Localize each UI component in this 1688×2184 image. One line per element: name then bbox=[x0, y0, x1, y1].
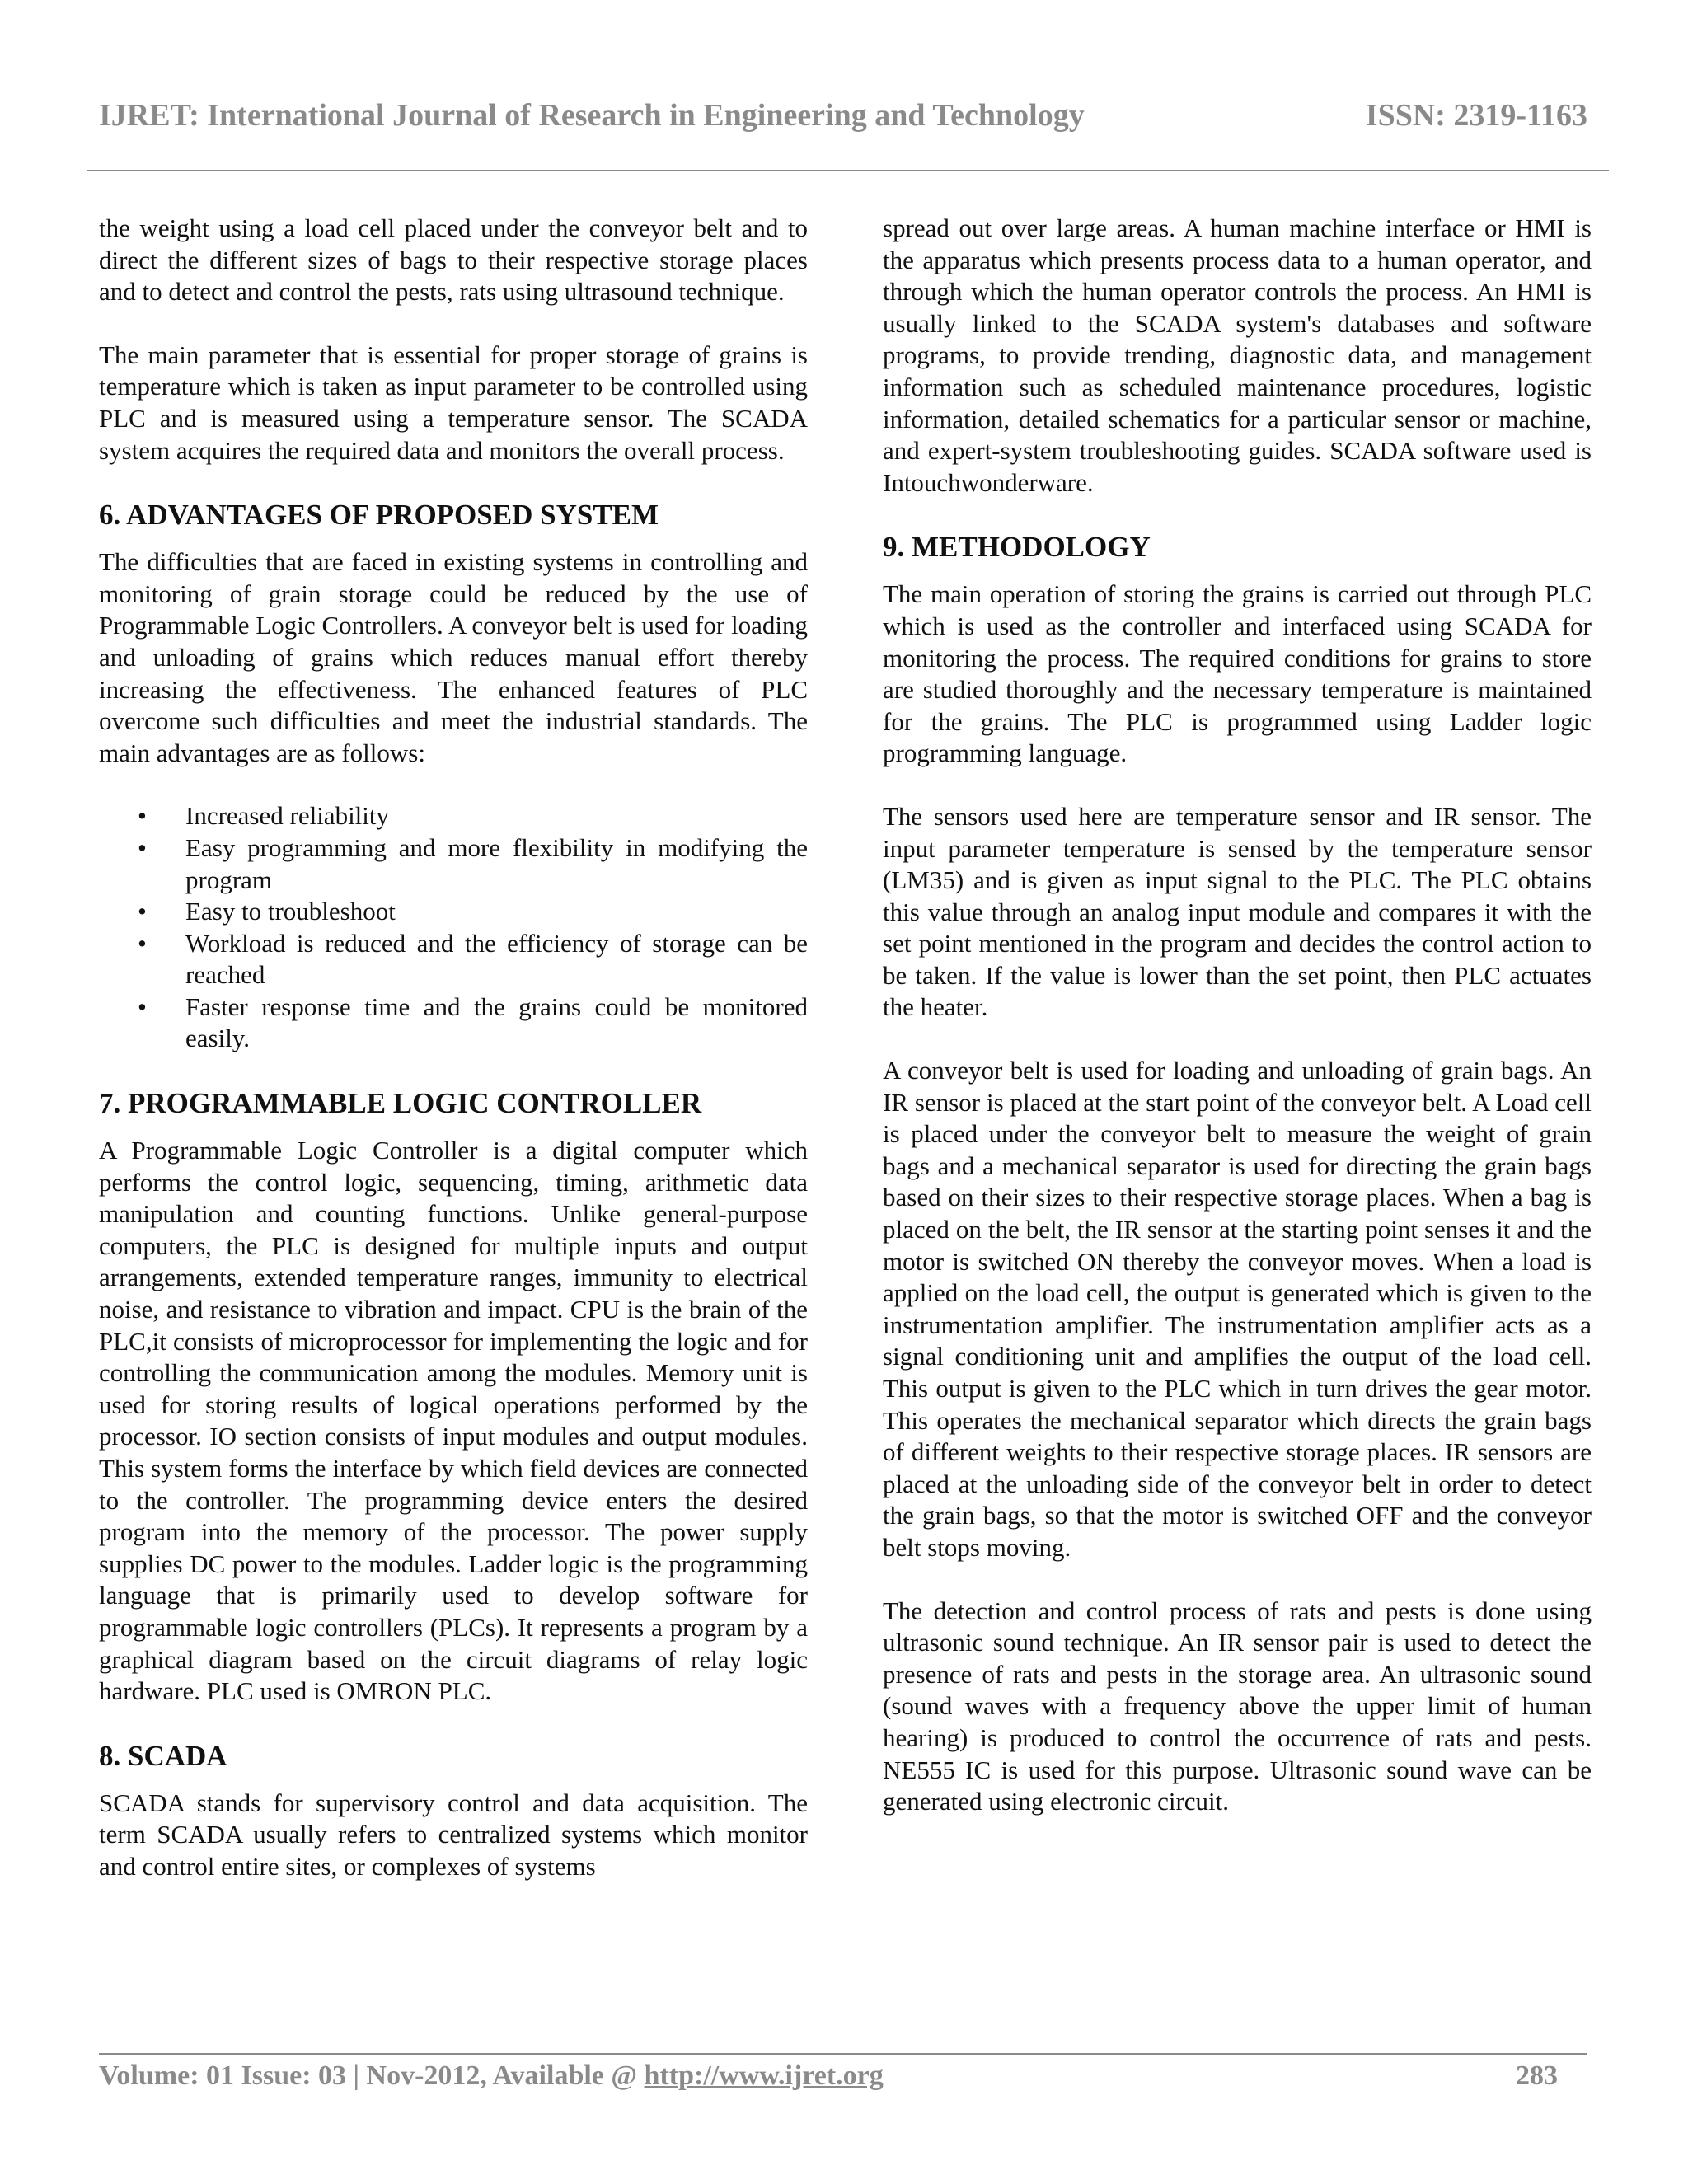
paragraph: spread out over large areas. A human machine interface or HMI is the apparatus which presents process data to a human operator, and through which the human operator controls the process. An HMI is usually linked to the SCADA system's databases and software programs, to provide trending, diagnostic data, and management information such as scheduled maintenance procedures, logistic information, detailed schematics for a particular sensor or machine, and expert-system troubleshooting guides. SCADA software used is Intouchwonderware. bbox=[883, 213, 1592, 497]
section-heading-7: 7. PROGRAMMABLE LOGIC CONTROLLER bbox=[99, 1087, 702, 1120]
list-item bbox=[138, 832, 808, 896]
list-item bbox=[138, 991, 808, 1055]
journal-link[interactable]: http://www.ijret.org bbox=[644, 2060, 884, 2091]
paragraph: The main operation of storing the grains is carried out through PLC which is used as the controller and interfaced using SCADA for monitoring the process. The required conditions for grains to store are studied thoroughly and the necessary temperature is maintained for the grains. The PLC is programmed using Ladder logic programming language. bbox=[883, 579, 1592, 768]
running-footer bbox=[99, 2060, 1587, 2100]
bullet-icon: • bbox=[138, 801, 147, 831]
list-item-text: Easy to troubleshoot bbox=[185, 897, 396, 926]
list-item-text: Faster response time and the grains could be monitored easily. bbox=[185, 991, 808, 1053]
list-item bbox=[138, 896, 808, 928]
paragraph: The difficulties that are faced in existing systems in controlling and monitoring of grain storage could be reduced by the use of Programmable Logic Controllers. A conveyor belt is used for loading and unloading of grains which reduces manual effort thereby increasing the effectiveness. The enhanced features of PLC overcome such difficulties and meet the industrial standards. The main advantages are as follows: bbox=[99, 547, 808, 767]
right-column bbox=[883, 213, 1592, 1818]
paragraph: The detection and control process of rats and pests is done using ultrasonic sound technique. An IR sensor pair is used to detect the presence of rats and pests in the storage area. An ultrasonic sound (sound waves with a frequency above the upper limit of human hearing) is produced to control the occurrence of rats and pests. NE555 IC is used for this purpose. Ultrasonic sound wave can be generated using electronic circuit. bbox=[883, 1596, 1592, 1816]
volume-text: Volume: 01 Issue: 03 | Nov-2012, Available @ bbox=[99, 2060, 645, 2091]
journal-title: IJRET: International Journal of Research in Engineering and Technology bbox=[99, 98, 1085, 133]
list-item-text: Workload is reduced and the efficiency of storage can be reached bbox=[185, 928, 808, 990]
paragraph: A Programmable Logic Controller is a digital computer which performs the control logic, sequencing, timing, arithmetic data manipulation and counting functions. Unlike general-purpose computers, the PLC is designed for multiple inputs and output arrangements, extended temperature ranges, immunity to electrical noise, and resistance to vibration and impact. CPU is the brain of the PLC,it consists of microprocessor for implementing the logic and for controlling the communication among the modules. Memory unit is used for storing results of logical operations performed by the processor. IO section consists of input modules and output modules. This system forms the interface by which field devices are connected to the controller. The programming device enters the desired program into the memory of the processor. The power supply supplies DC power to the modules. Ladder logic is the programming language that is primarily used to develop software for programmable logic controllers (PLCs). It represents a program by a graphical diagram based on the circuit diagrams of relay logic hardware. PLC used is OMRON PLC. bbox=[99, 1136, 808, 1706]
paragraph: SCADA stands for supervisory control and data acquisition. The term SCADA usually refers to centralized systems which monitor and control entire sites, or complexes of systems bbox=[99, 1788, 808, 1881]
list-item-text: Easy programming and more flexibility in modifying the program bbox=[185, 832, 808, 894]
section-heading-8: 8. SCADA bbox=[99, 1739, 227, 1772]
paragraph: The sensors used here are temperature sensor and IR sensor. The input parameter temperature is sensed by the temperature sensor (LM35) and is given as input signal to the PLC. The PLC obtains this value through an analog input module and compares it with the set point mentioned in the program and decides the control action to be taken. If the value is lower than the set point, then PLC actuates the heater. bbox=[883, 801, 1592, 1022]
list-item bbox=[138, 928, 808, 991]
issn: ISSN: 2319-1163 bbox=[1365, 98, 1587, 133]
list-item-text: Increased reliability bbox=[185, 801, 390, 831]
volume-info bbox=[99, 2060, 884, 2092]
list-item bbox=[138, 800, 808, 832]
section-heading-9: 9. METHODOLOGY bbox=[883, 531, 1151, 564]
paragraph: the weight using a load cell placed under the conveyor belt and to direct the different sizes of bags to their respective storage places and to detect and control the pests, rats using ultrasound technique. bbox=[99, 213, 808, 307]
bullet-icon: • bbox=[138, 897, 147, 926]
bullet-icon: • bbox=[138, 928, 147, 958]
advantages-list bbox=[99, 800, 808, 1055]
header-rule bbox=[87, 170, 1609, 171]
footer-rule bbox=[99, 2053, 1587, 2055]
page-number: 283 bbox=[1516, 2060, 1558, 2091]
paragraph: The main parameter that is essential for proper storage of grains is temperature which is taken as input parameter to be controlled using PLC and is measured using a temperature sensor. The SCADA system acquires the required data and monitors the overall process. bbox=[99, 340, 808, 465]
bullet-icon: • bbox=[138, 991, 147, 1021]
section-heading-6: 6. ADVANTAGES OF PROPOSED SYSTEM bbox=[99, 499, 659, 532]
paragraph: A conveyor belt is used for loading and unloading of grain bags. An IR sensor is placed at the start point of the conveyor belt. A Load cell is placed under the conveyor belt to measure the weight of grain bags and a mechanical separator is used for directing the grain bags based on their sizes to their respective storage places. When a bag is placed on the belt, the IR sensor at the starting point senses it and the motor is switched ON thereby the conveyor moves. When a load is applied on the load cell, the output is generated which is given to the instrumentation amplifier. The instrumentation amplifier acts as a signal conditioning unit and amplifies the output of the load cell. This output is given to the PLC which in turn drives the gear motor. This operates the mechanical separator which directs the grain bags of different weights to their respective storage places. IR sensors are placed at the unloading side of the conveyor belt in order to detect the grain bags, so that the motor is switched OFF and the conveyor belt stops moving. bbox=[883, 1056, 1592, 1562]
bullet-icon: • bbox=[138, 832, 147, 862]
left-column bbox=[99, 213, 808, 1883]
running-header bbox=[99, 97, 1587, 142]
